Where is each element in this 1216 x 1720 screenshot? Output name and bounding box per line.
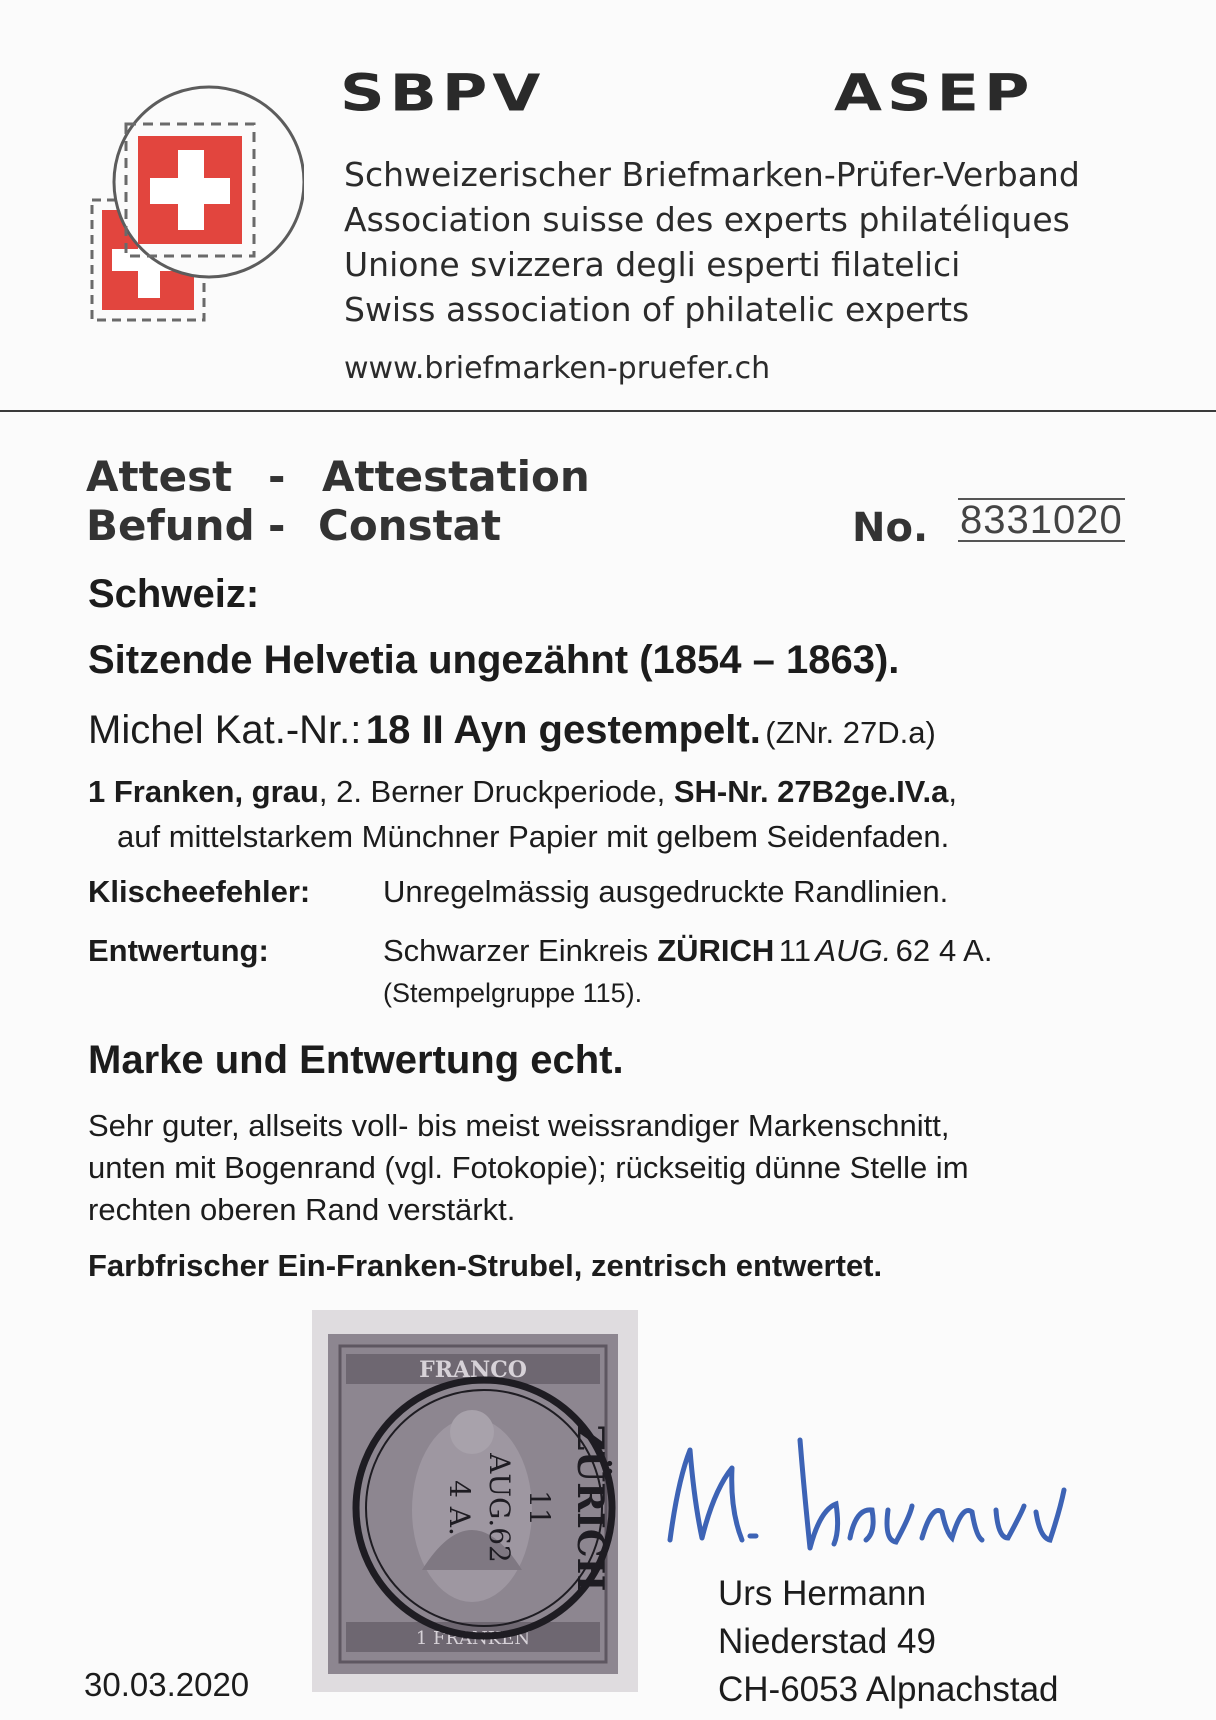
denomination-color: 1 Franken, grau xyxy=(88,774,319,809)
expert-city: CH-6053 Alpnachstad xyxy=(718,1670,1059,1709)
michel-line xyxy=(88,710,936,750)
postmark-city: ZÜRICH xyxy=(569,1424,611,1592)
cliche-label: Klischeefehler: xyxy=(88,874,311,909)
verdict-summary: Farbfrischer Ein-Franken-Strubel, zentrisch entwertet. xyxy=(88,1248,883,1283)
verdict-body-line-3: rechten oberen Rand verstärkt. xyxy=(88,1192,516,1227)
cancel-day: 11 xyxy=(778,933,811,968)
michel-value: 18 II Ayn gestempelt. xyxy=(365,708,761,752)
org-name-fr: Association suisse des experts philatéliques xyxy=(344,200,1070,239)
cancel-type: Schwarzer Einkreis xyxy=(383,933,649,968)
swiss-cross-stamp-logo-icon xyxy=(84,72,304,332)
cert-title-attestation: Attestation xyxy=(322,452,590,501)
cancel-city: ZÜRICH xyxy=(657,933,775,968)
cert-number-label: No. xyxy=(852,505,929,551)
org-abbreviation-de: SBPV xyxy=(340,63,546,123)
cancel-year: 62 xyxy=(895,933,931,968)
cancel-month: AUG. xyxy=(815,933,892,968)
org-name-de: Schweizerischer Briefmarken-Prüfer-Verband xyxy=(344,155,1080,194)
michel-label: Michel Kat.-Nr.: xyxy=(88,708,362,752)
org-name-en: Swiss association of philatelic experts xyxy=(344,290,970,329)
cliche-value: Unregelmässig ausgedruckte Randlinien. xyxy=(383,874,949,909)
cancel-group: (Stempelgruppe 115). xyxy=(383,978,643,1008)
org-abbreviation-fr: ASEP xyxy=(834,63,1035,123)
expert-signature xyxy=(650,1420,1080,1570)
verdict-title: Marke und Entwertung echt. xyxy=(88,1038,624,1082)
expert-name: Urs Hermann xyxy=(718,1574,927,1613)
sh-number: SH-Nr. 27B2ge.IV.a xyxy=(673,774,949,809)
stamp-top-label: FRANCO xyxy=(419,1357,527,1383)
description-line-2: auf mittelstarkem Münchner Papier mit gelbem Seidenfaden. xyxy=(117,819,950,854)
org-website: www.briefmarken-pruefer.ch xyxy=(344,351,771,386)
stamp-bottom-label: 1 FRANKEN xyxy=(415,1628,531,1649)
stamp-photo xyxy=(312,1310,638,1692)
cancel-label: Entwertung: xyxy=(88,933,269,968)
cancel-time: 4 A. xyxy=(939,933,993,968)
cert-number: 8331020 xyxy=(960,498,1123,542)
postmark-date: AUG.62 xyxy=(483,1453,516,1563)
cert-title-befund: Befund xyxy=(86,501,255,550)
expert-street: Niederstad 49 xyxy=(718,1622,936,1661)
cert-title-constat: Constat xyxy=(318,501,502,550)
cert-title-dash-2: - xyxy=(268,501,286,550)
issue-name: Sitzende Helvetia ungezähnt (1854 – 1863). xyxy=(88,638,900,682)
country: Schweiz: xyxy=(88,572,260,616)
header-divider xyxy=(0,410,1216,412)
verdict-body-line-1: Sehr guter, allseits voll- bis meist weissrandiger Markenschnitt, xyxy=(88,1108,950,1143)
certificate-date: 30.03.2020 xyxy=(84,1666,250,1703)
postmark-time: 4 A. xyxy=(443,1480,476,1536)
cancel-value xyxy=(383,935,992,966)
org-name-it: Unione svizzera degli esperti filatelici xyxy=(344,245,961,284)
description-line-1 xyxy=(88,776,957,807)
cert-title-dash-1: - xyxy=(268,452,286,501)
verdict-body-line-2: unten mit Bogenrand (vgl. Fotokopie); rückseitig dünne Stelle im xyxy=(88,1150,969,1185)
print-period: , 2. Berner Druckperiode, xyxy=(318,774,674,809)
cert-title-attest: Attest xyxy=(86,452,233,501)
znr-value: (ZNr. 27D.a) xyxy=(765,715,936,750)
description-comma: , xyxy=(948,774,957,809)
postmark-day: 11 xyxy=(523,1490,556,1526)
